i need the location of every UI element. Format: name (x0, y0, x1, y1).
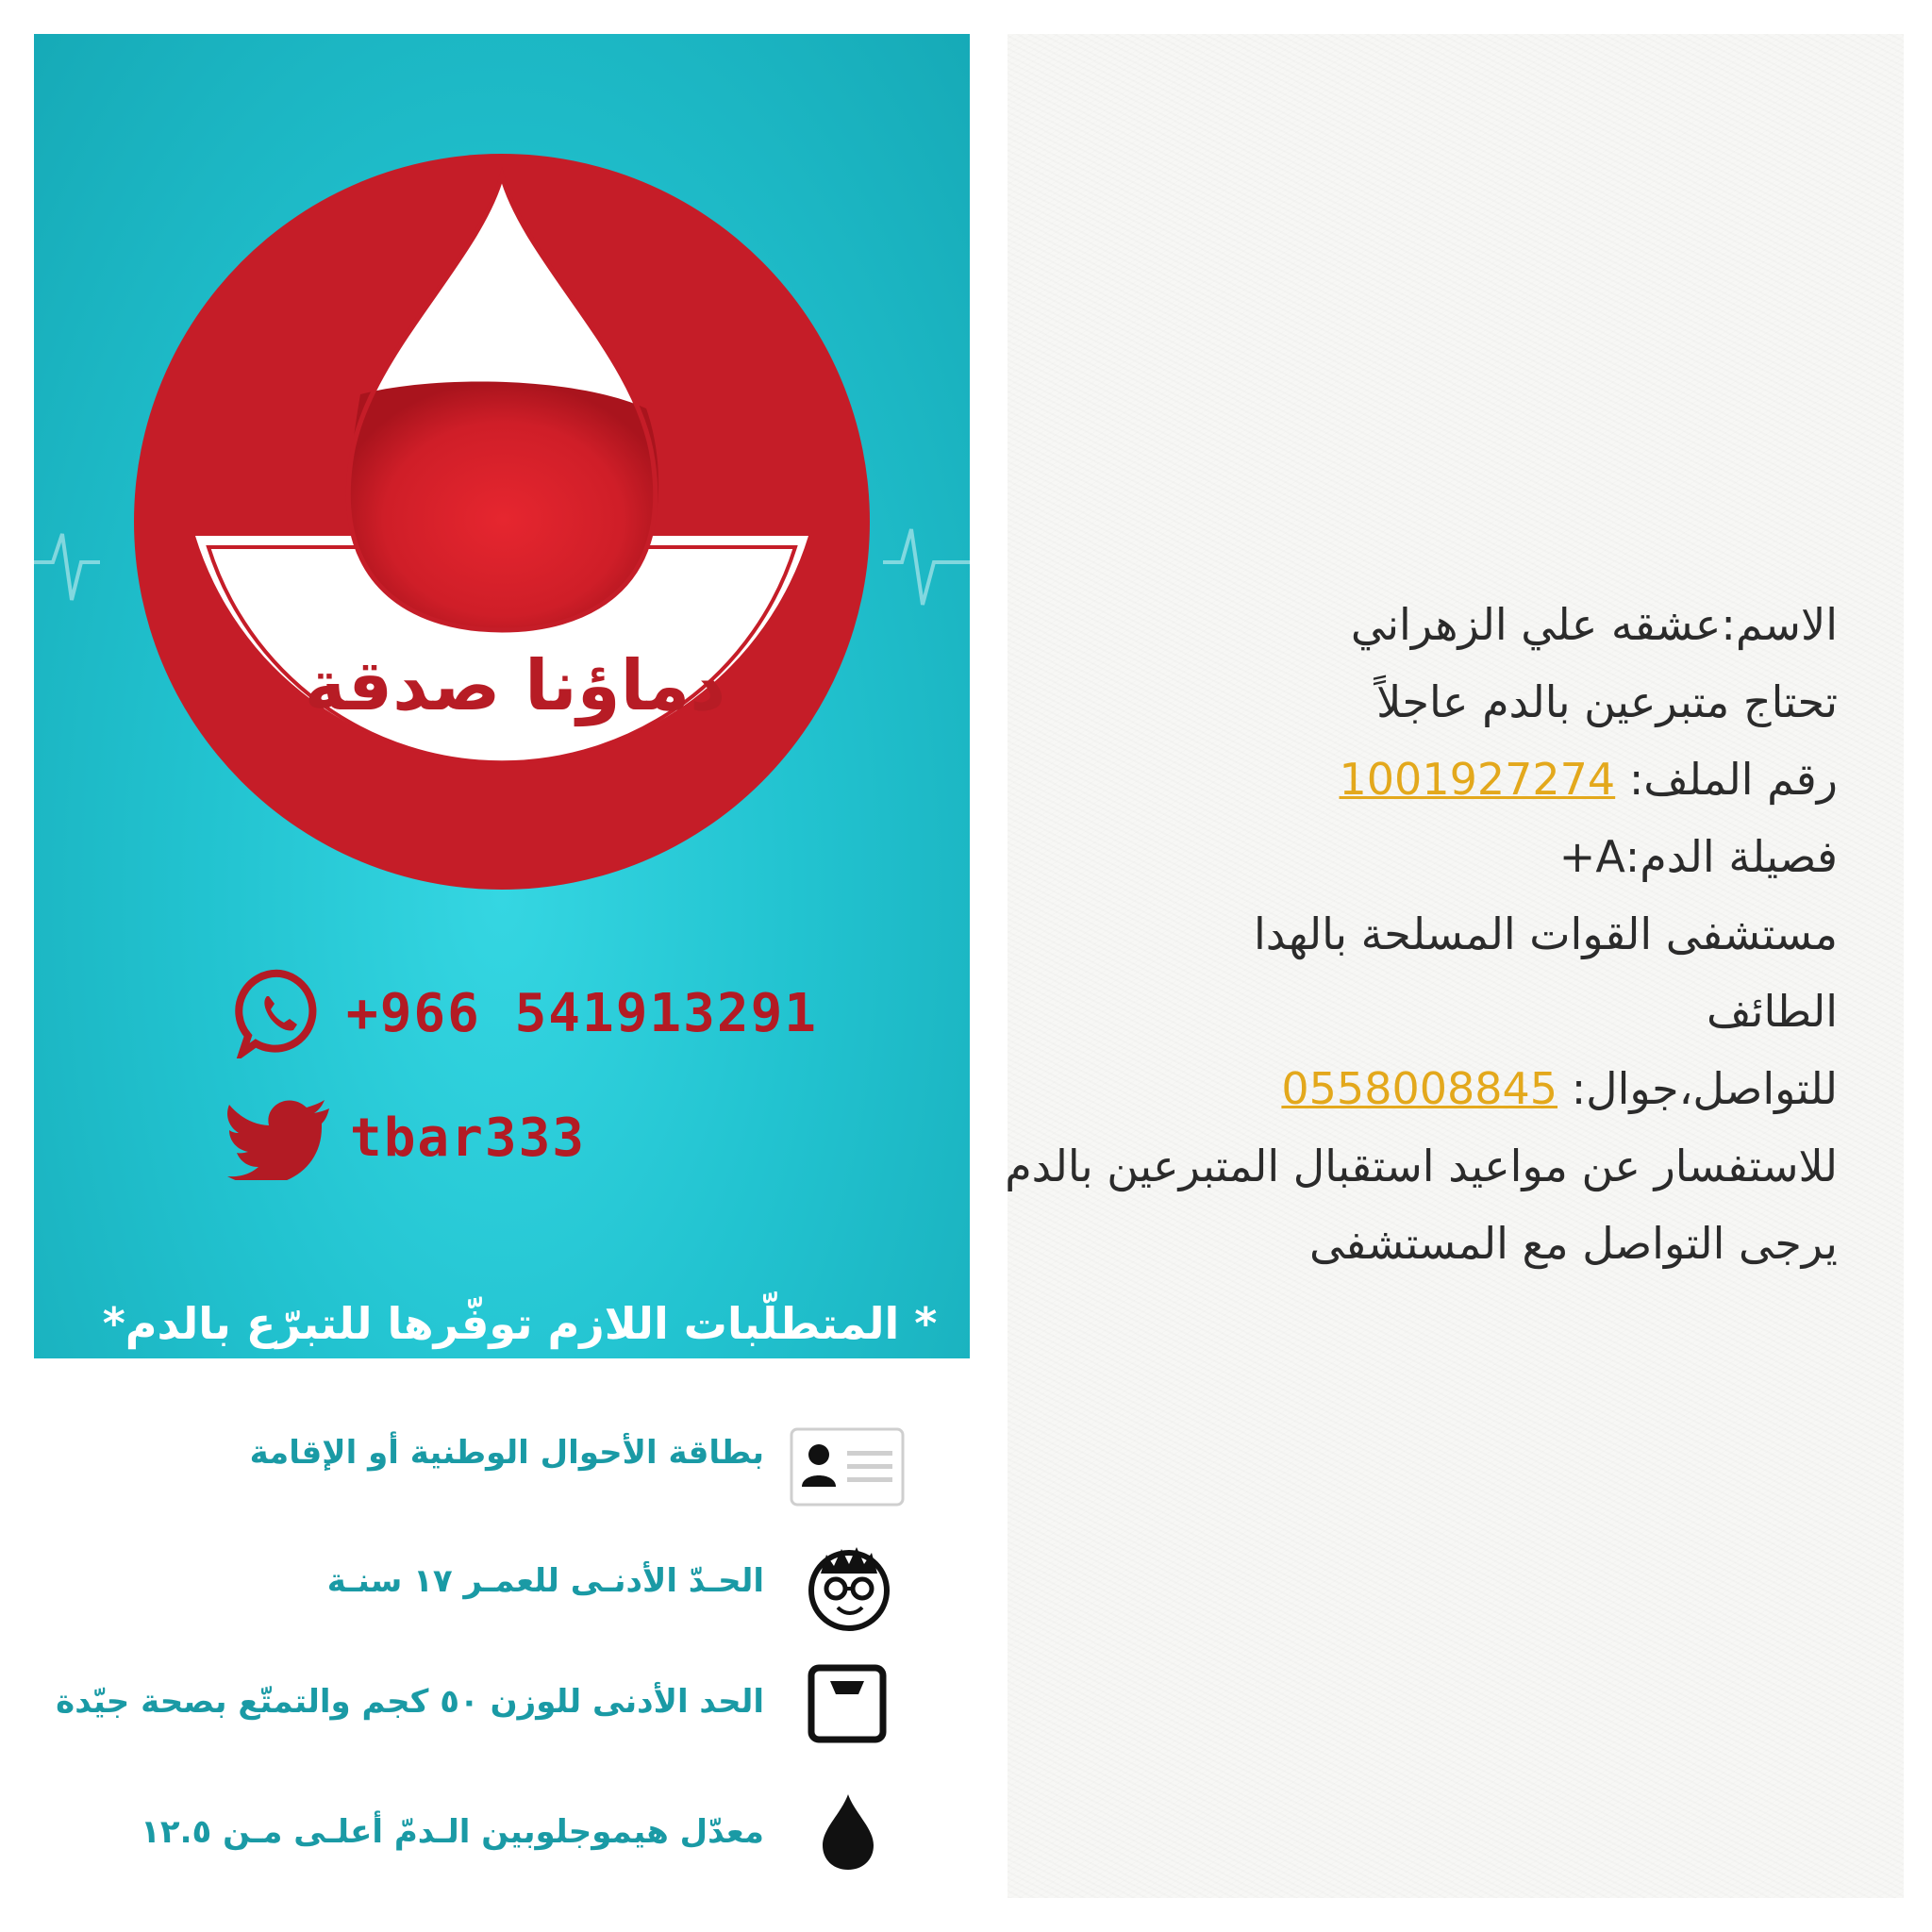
weight-scale-icon (808, 1664, 887, 1743)
twitter-bird-icon (225, 1095, 329, 1180)
blood-type: فصيلة الدم:A+ (1558, 831, 1838, 882)
requirement-hemoglobin (47, 1813, 764, 1851)
patient-info (989, 586, 1838, 1282)
whatsapp-contact (235, 968, 818, 1058)
slogan: دماؤنا صدقة (304, 645, 726, 726)
whatsapp-number: +966 541913291 (346, 982, 819, 1044)
id-card-icon (789, 1426, 906, 1507)
blood-donation-poster (34, 34, 970, 1358)
blood-drop-emblem (129, 149, 874, 894)
contact-line (989, 1050, 1838, 1127)
inquiry-note: للاستفسار عن مواعيد استقبال المتبرعين بالدم (1005, 1141, 1838, 1191)
whatsapp-icon (235, 968, 325, 1058)
file-number-line (989, 741, 1838, 818)
twitter-handle: tbar333 (350, 1107, 587, 1169)
contact-hospital-note: يرجى التواصل مع المستشفى (1308, 1218, 1838, 1269)
file-number-link[interactable]: 1001927274 (1339, 754, 1616, 805)
patient-info-card (1005, 34, 1904, 1898)
patient-name: الاسم:عشقه علي الزهراني (1350, 599, 1838, 650)
requirement-text: معدّل هيموجلوبين الـدمّ أعلـى مـن ١٢.٥ (141, 1813, 764, 1851)
requirement-text: الحـدّ الأدنـى للعمـر ١٧ سنـة (326, 1562, 764, 1600)
file-number-label: رقم الملف: (1628, 754, 1838, 805)
requirement-age (47, 1562, 764, 1600)
requirement-text: بطاقة الأحوال الوطنية أو الإقامة (249, 1434, 764, 1472)
twitter-contact (225, 1095, 586, 1180)
requirement-weight (47, 1683, 764, 1721)
phone-link[interactable]: 0558008845 (1281, 1063, 1558, 1114)
requirement-id-card (47, 1434, 764, 1472)
contact-label: للتواصل،جوال: (1571, 1063, 1838, 1114)
drop-icon (821, 1792, 875, 1872)
requirement-text: الحد الأدنى للوزن ٥٠ كجم والتمتّع بصحة جيّدة (56, 1683, 764, 1721)
person-glasses-icon (804, 1538, 894, 1632)
hospital-name: مستشفى القوات المسلحة بالهدا (1254, 908, 1838, 959)
requirements-title: * المتطلّبات اللازم توفّرها للتبرّع بالدم* (102, 1298, 938, 1349)
city: الطائف (1707, 986, 1838, 1037)
urgent-need: تحتاج متبرعين بالدم عاجلاً (1376, 676, 1838, 727)
